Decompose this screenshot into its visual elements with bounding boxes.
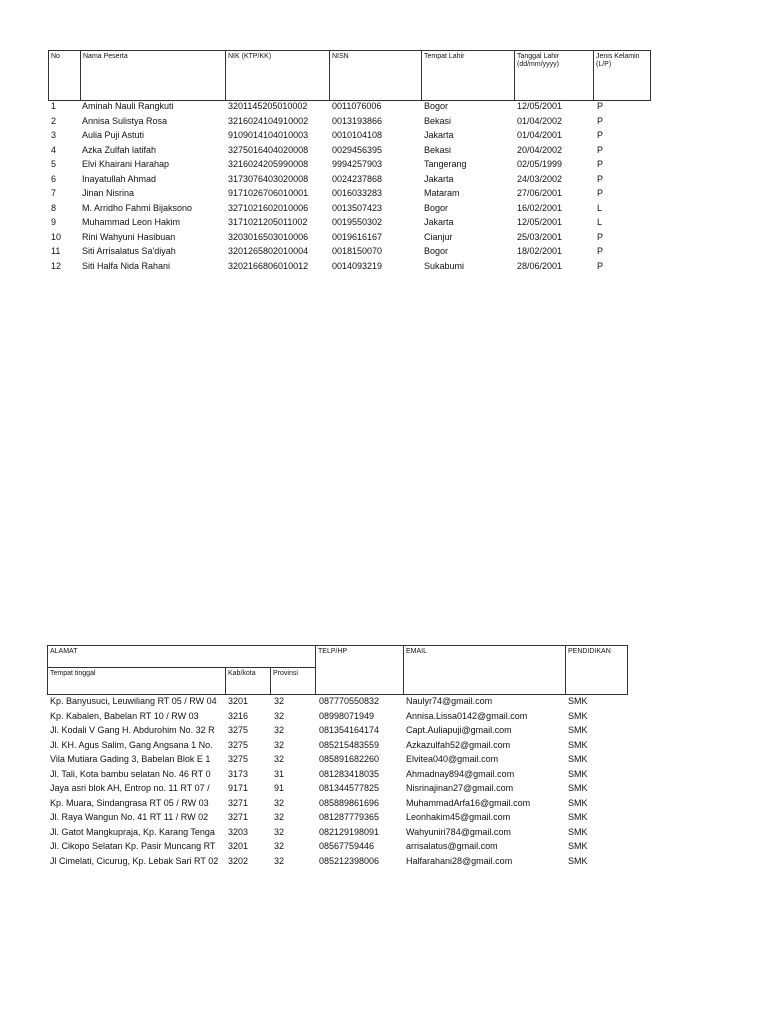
cell-nama-peserta: Rini Wahyuni Hasibuan	[82, 231, 176, 242]
cell-pendidikan: SMK	[568, 797, 588, 808]
cell-tanggal-lahir: 18/02/2001	[517, 246, 563, 256]
cell-nama-peserta: Siti Arrisalatus Sa'diyah	[82, 246, 176, 256]
cell-pendidikan: SMK	[568, 725, 588, 735]
cell-nisn: 0024237868	[332, 173, 383, 184]
cell-tanggal-lahir: 24/03/2002	[517, 173, 563, 184]
cell-alamat: Vila Mutiara Gading 3, Babelan Blok E 1	[50, 754, 211, 764]
cell-nisn: 0011076006	[332, 101, 382, 111]
cell-provinsi: 31	[274, 768, 285, 779]
cell-nisn: 0029456395	[332, 144, 383, 155]
cell-jenis-kelamin: P	[597, 101, 604, 111]
cell-telp: 08567759446	[319, 841, 375, 851]
cell-nama-peserta: M. Arridho Fahmi Bijaksono	[82, 202, 193, 213]
cell-jenis-kelamin: P	[597, 130, 604, 140]
cell-alamat: Jl. Cikopo Selatan Kp. Pasir Muncang RT	[50, 841, 216, 851]
cell-provinsi: 32	[274, 739, 285, 750]
cell-email: Wahyuniri784@gmail.com	[406, 826, 511, 837]
header-telp: TELP/HP	[315, 645, 404, 695]
table-row	[0, 709, 768, 724]
cell-jenis-kelamin: L	[597, 217, 603, 227]
header-pendidikan: PENDIDIKAN	[565, 645, 628, 695]
cell-nisn: 9994257903	[332, 159, 383, 169]
cell-telp: 085889861696	[319, 797, 380, 808]
table-row	[0, 854, 768, 869]
cell-provinsi: 91	[274, 783, 285, 793]
cell-no: 3	[51, 130, 57, 140]
cell-email: Capt.Auliapuji@gmail.com	[406, 725, 512, 735]
cell-tanggal-lahir: 01/04/2001	[517, 130, 563, 140]
table-row	[0, 796, 768, 811]
table-row	[0, 752, 768, 767]
table-row	[0, 825, 768, 840]
cell-tempat-lahir: Mataram	[424, 188, 460, 198]
cell-kabkota: 3275	[228, 725, 249, 735]
cell-telp: 087770550832	[319, 696, 380, 706]
cell-kabkota: 3275	[228, 754, 249, 764]
cell-no: 9	[51, 217, 57, 227]
cell-tanggal-lahir: 25/03/2001	[517, 231, 563, 242]
table-row	[0, 259, 768, 274]
cell-tempat-lahir: Tangerang	[424, 159, 467, 169]
cell-tempat-lahir: Sukabumi	[424, 260, 465, 271]
cell-tanggal-lahir: 02/05/1999	[517, 159, 563, 169]
header-email: EMAIL	[403, 645, 566, 695]
cell-nisn: 0018150070	[332, 246, 383, 256]
cell-alamat: Jl. Raya Wangun No. 41 RT 11 / RW 02	[50, 812, 209, 822]
header-provinsi: Provinsi	[270, 667, 316, 695]
cell-no: 2	[51, 115, 57, 126]
cell-tempat-lahir: Jakarta	[424, 217, 454, 227]
table-row	[0, 114, 768, 129]
cell-nisn: 0013507423	[332, 202, 383, 213]
cell-pendidikan: SMK	[568, 739, 588, 750]
table-row	[0, 157, 768, 172]
cell-nama-peserta: Aminah Nauli Rangkuti	[82, 101, 174, 111]
table-row	[0, 186, 768, 201]
cell-nama-peserta: Elvi Khairani Harahap	[82, 159, 170, 169]
cell-telp: 085215483559	[319, 739, 380, 750]
table-row	[0, 694, 768, 709]
cell-alamat: Jl. KH. Agus Salim, Gang Angsana 1 No.	[50, 739, 213, 750]
cell-provinsi: 32	[274, 696, 285, 706]
header-nik: NIK (KTP/KK)	[225, 50, 330, 101]
header-nisn: NISN	[329, 50, 422, 101]
cell-provinsi: 32	[274, 710, 285, 721]
table-row	[0, 128, 768, 143]
cell-pendidikan: SMK	[568, 754, 588, 764]
cell-kabkota: 3203	[228, 826, 249, 837]
cell-alamat: Jl Cimelati, Cicurug, Kp. Lebak Sari RT 02	[50, 855, 219, 866]
table-row	[0, 215, 768, 230]
cell-tanggal-lahir: 16/02/2001	[517, 202, 563, 213]
cell-nik: 9171026706010001	[228, 188, 309, 198]
cell-tanggal-lahir: 28/06/2001	[517, 260, 563, 271]
cell-jenis-kelamin: P	[597, 159, 604, 169]
cell-nik: 3201145205010002	[228, 101, 308, 111]
cell-nik: 3216024104910002	[228, 115, 309, 126]
cell-provinsi: 32	[274, 826, 285, 837]
cell-nisn: 0016033283	[332, 188, 383, 198]
cell-nik: 3216024205990008	[228, 159, 309, 169]
cell-provinsi: 32	[274, 841, 285, 851]
cell-tempat-lahir: Cianjur	[424, 231, 453, 242]
cell-nama-peserta: Aulia Puji Astuti	[82, 130, 145, 140]
cell-tanggal-lahir: 01/04/2002	[517, 115, 563, 126]
cell-kabkota: 3271	[228, 812, 249, 822]
header-no: No	[48, 50, 81, 101]
cell-provinsi: 32	[274, 754, 285, 764]
cell-tanggal-lahir: 12/05/2001	[517, 101, 563, 111]
cell-tempat-lahir: Bogor	[424, 101, 449, 111]
table-row	[0, 781, 768, 796]
table-row	[0, 810, 768, 825]
cell-nama-peserta: Annisa Sulistya Rosa	[82, 115, 168, 126]
cell-kabkota: 3201	[228, 696, 249, 706]
cell-nik: 3275016404020008	[228, 144, 309, 155]
cell-telp: 085212398006	[319, 855, 380, 866]
cell-pendidikan: SMK	[568, 841, 588, 851]
cell-email: Annisa.Lissa0142@gmail.com	[406, 710, 528, 721]
cell-pendidikan: SMK	[568, 696, 588, 706]
cell-nik: 3171021205011002	[228, 217, 308, 227]
cell-jenis-kelamin: P	[597, 115, 604, 126]
cell-email: Leonhakim45@gmail.com	[406, 812, 511, 822]
cell-tanggal-lahir: 20/04/2002	[517, 144, 563, 155]
cell-jenis-kelamin: P	[597, 144, 604, 155]
table-row	[0, 230, 768, 245]
cell-jenis-kelamin: P	[597, 173, 604, 184]
cell-pendidikan: SMK	[568, 783, 588, 793]
cell-jenis-kelamin: P	[597, 260, 604, 271]
cell-kabkota: 3275	[228, 739, 249, 750]
header-tempat-tinggal: Tempat tinggal	[47, 667, 226, 695]
cell-nama-peserta: Inayatullah Ahmad	[82, 173, 157, 184]
header-tempat-lahir: Tempat Lahir	[421, 50, 515, 101]
cell-no: 10	[51, 231, 62, 242]
cell-nisn: 0014093219	[332, 260, 383, 271]
cell-tempat-lahir: Bekasi	[424, 115, 452, 126]
cell-kabkota: 3216	[228, 710, 249, 721]
cell-nik: 3203016503010006	[228, 231, 309, 242]
table-row	[0, 723, 768, 738]
cell-no: 11	[51, 246, 61, 256]
table-row	[0, 839, 768, 854]
cell-pendidikan: SMK	[568, 812, 588, 822]
cell-provinsi: 32	[274, 812, 285, 822]
cell-email: Nisrinajinan27@gmail.com	[406, 783, 514, 793]
cell-nama-peserta: Azka Zulfah latifah	[82, 144, 157, 155]
table-row	[0, 738, 768, 753]
cell-alamat: Kp. Banyusuci, Leuwiliang RT 05 / RW 04	[50, 696, 217, 706]
cell-telp: 082129198091	[319, 826, 380, 837]
cell-jenis-kelamin: P	[597, 231, 604, 242]
cell-telp: 081344577825	[319, 783, 380, 793]
cell-no: 1	[51, 101, 57, 111]
cell-telp: 085891682260	[319, 754, 380, 764]
cell-email: Naulyr74@gmail.com	[406, 696, 493, 706]
cell-pendidikan: SMK	[568, 855, 588, 866]
cell-no: 6	[51, 173, 57, 184]
cell-alamat: Jl. Kodali V Gang H. Abdurohim No. 32 R	[50, 725, 215, 735]
cell-nisn: 0013193866	[332, 115, 383, 126]
cell-nisn: 0019550302	[332, 217, 383, 227]
cell-tempat-lahir: Bogor	[424, 246, 449, 256]
cell-provinsi: 32	[274, 855, 285, 866]
cell-kabkota: 3173	[228, 768, 249, 779]
cell-nama-peserta: Jinan Nisrina	[82, 188, 135, 198]
cell-kabkota: 3202	[228, 855, 249, 866]
cell-pendidikan: SMK	[568, 768, 588, 779]
cell-nik: 3271021602010006	[228, 202, 309, 213]
cell-no: 12	[51, 260, 62, 271]
cell-nisn: 0010104108	[332, 130, 383, 140]
table-row	[0, 143, 768, 158]
cell-tempat-lahir: Jakarta	[424, 130, 454, 140]
cell-nama-peserta: Siti Halfa Nida Rahani	[82, 260, 171, 271]
cell-tempat-lahir: Bekasi	[424, 144, 452, 155]
table-row	[0, 172, 768, 187]
table-row	[0, 201, 768, 216]
cell-no: 5	[51, 159, 57, 169]
cell-telp: 08998071949	[319, 710, 375, 721]
cell-alamat: Jl. Gatot Mangkupraja, Kp. Karang Tenga	[50, 826, 215, 837]
cell-pendidikan: SMK	[568, 710, 588, 721]
cell-email: Ahmadnay894@gmail.com	[406, 768, 515, 779]
cell-pendidikan: SMK	[568, 826, 588, 837]
cell-jenis-kelamin: P	[597, 188, 604, 198]
cell-telp: 081283418035	[319, 768, 380, 779]
cell-no: 4	[51, 144, 57, 155]
cell-nisn: 0019616167	[332, 231, 383, 242]
cell-no: 7	[51, 188, 57, 198]
cell-email: arrisalatus@gmail.com	[406, 841, 498, 851]
header-tanggal-lahir: Tanggal Lahir (dd/mm/yyyy)	[514, 50, 594, 101]
table-row	[0, 767, 768, 782]
cell-alamat: Jaya asri blok AH, Entrop no. 11 RT 07 /	[50, 783, 210, 793]
cell-nik: 9109014104010003	[228, 130, 309, 140]
cell-kabkota: 9171	[228, 783, 249, 793]
cell-provinsi: 32	[274, 797, 285, 808]
cell-telp: 081354164174	[319, 725, 380, 735]
cell-kabkota: 3271	[228, 797, 249, 808]
cell-tempat-lahir: Bogor	[424, 202, 449, 213]
cell-telp: 081287779365	[319, 812, 380, 822]
cell-email: Elvitea040@gmail.com	[406, 754, 499, 764]
cell-nik: 3201265802010004	[228, 246, 309, 256]
cell-nik: 3173076403020008	[228, 173, 309, 184]
cell-no: 8	[51, 202, 57, 213]
cell-nik: 3202166806010012	[228, 260, 309, 271]
cell-alamat: Kp. Muara, Sindangrasa RT 05 / RW 03	[50, 797, 209, 808]
cell-email: Azkazulfah52@gmail.com	[406, 739, 511, 750]
header-kabkota: Kab/kota	[225, 667, 271, 695]
header-nama-peserta: Nama Peserta	[80, 50, 226, 101]
header-alamat: ALAMAT	[47, 645, 316, 668]
cell-jenis-kelamin: L	[597, 202, 603, 213]
cell-email: Halfarahani28@gmail.com	[406, 855, 513, 866]
cell-provinsi: 32	[274, 725, 285, 735]
header-jenis-kelamin: Jenis Kelamin (L/P)	[593, 50, 651, 101]
cell-tanggal-lahir: 27/06/2001	[517, 188, 563, 198]
cell-alamat: Jl. Tali, Kota bambu selatan No. 46 RT 0	[50, 768, 211, 779]
cell-tanggal-lahir: 12/05/2001	[517, 217, 563, 227]
cell-email: MuhammadArfa16@gmail.com	[406, 797, 531, 808]
cell-alamat: Kp. Kabalen, Babelan RT 10 / RW 03	[50, 710, 199, 721]
table-row	[0, 244, 768, 259]
cell-nama-peserta: Muhammad Leon Hakim	[82, 217, 181, 227]
cell-jenis-kelamin: P	[597, 246, 604, 256]
cell-kabkota: 3201	[228, 841, 249, 851]
cell-tempat-lahir: Jakarta	[424, 173, 454, 184]
table-row	[0, 99, 768, 114]
